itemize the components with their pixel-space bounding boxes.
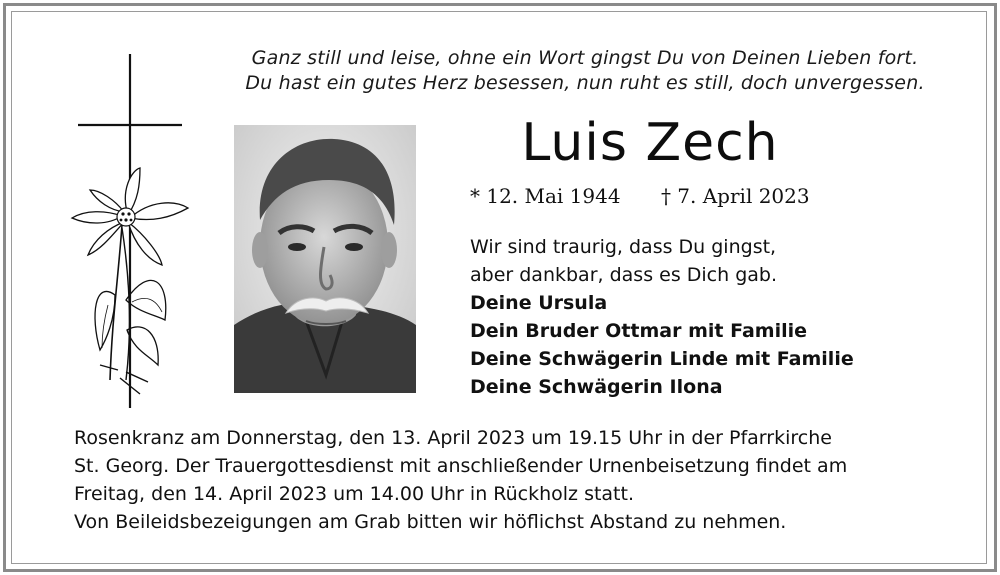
cross-icon xyxy=(60,50,200,410)
footer-line-4: Von Beileidsbezeigungen am Grab bitten wir höflichst Abstand zu nehmen. xyxy=(74,511,787,533)
life-dates xyxy=(470,184,810,208)
mourner-3: Deine Schwägerin Linde mit Familie xyxy=(470,348,854,370)
footer-line-3: Freitag, den 14. April 2023 um 14.00 Uhr in Rückholz statt. xyxy=(74,483,634,505)
portrait-photo xyxy=(234,125,416,393)
motto-line-2: Du hast ein gutes Herz besessen, nun ruht es still, doch unvergessen. xyxy=(245,72,925,94)
mourner-2: Dein Bruder Ottmar mit Familie xyxy=(470,320,807,342)
cross-with-edelweiss xyxy=(60,50,200,410)
motto xyxy=(200,46,970,96)
motto-line-1: Ganz still und leise, ohne ein Wort gingst Du von Deinen Lieben fort. xyxy=(251,47,919,69)
footer-line-1: Rosenkranz am Donnerstag, den 13. April 2023 um 19.15 Uhr in der Pfarrkirche xyxy=(74,427,832,449)
deceased-name: Luis Zech xyxy=(521,113,779,173)
birth-date: * 12. Mai 1944 xyxy=(470,184,621,208)
death-date: † 7. April 2023 xyxy=(660,184,810,208)
mourner-1: Deine Ursula xyxy=(470,292,608,314)
mourning-message xyxy=(470,233,854,401)
service-information xyxy=(74,424,954,536)
message-line-1: Wir sind traurig, dass Du gingst, xyxy=(470,236,777,258)
mourner-4: Deine Schwägerin Ilona xyxy=(470,376,723,398)
message-line-2: aber dankbar, dass es Dich gab. xyxy=(470,264,777,286)
footer-line-2: St. Georg. Der Trauergottesdienst mit anschließender Urnenbeisetzung findet am xyxy=(74,455,848,477)
